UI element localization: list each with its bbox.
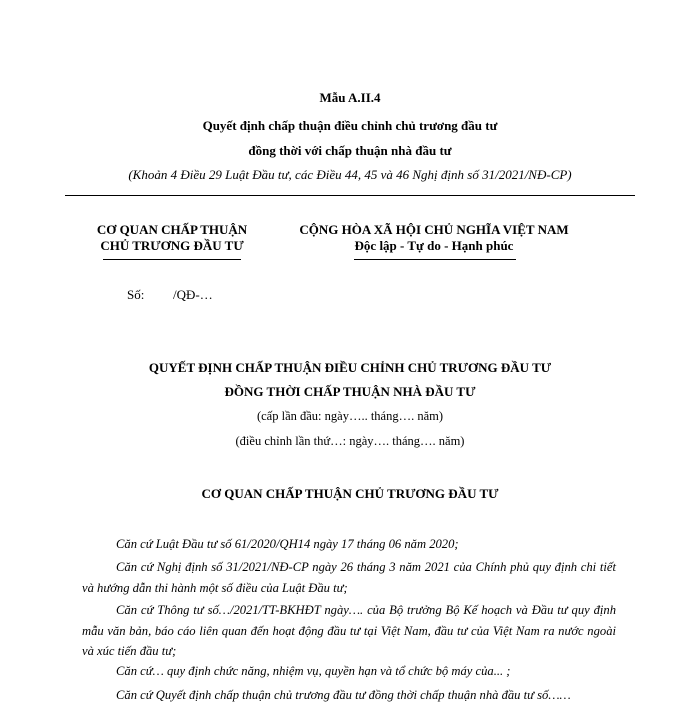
nation-line1: CỘNG HÒA XÃ HỘI CHỦ NGHĨA VIỆT NAM — [299, 222, 569, 237]
number-value: /QĐ-… — [173, 287, 213, 302]
issuer-heading: CƠ QUAN CHẤP THUẬN CHỦ TRƯƠNG ĐẦU TƯ — [201, 486, 499, 501]
ground-circular: Căn cứ Thông tư số…/2021/TT-BKHĐT ngày…. của Bộ trưởng Bộ Kế hoạch và Đầu tư quy định mẫu văn bản, báo cáo liên quan đến hoạt động đầu tư tại Việt Nam, đầu tư của Việt Nam ra nước ngoài và xúc tiến đầu tư; — [82, 603, 616, 658]
ground-law: Căn cứ Luật Đầu tư số 61/2020/QH14 ngày 17 tháng 06 năm 2020; — [116, 537, 459, 551]
number-label: Số: — [127, 287, 145, 302]
form-title-line2: đồng thời với chấp thuận nhà đầu tư — [248, 143, 452, 158]
ground-regulation: Căn cứ… quy định chức năng, nhiệm vụ, quyền hạn và tổ chức bộ máy của... ; — [116, 664, 511, 678]
decision-title-line1: QUYẾT ĐỊNH CHẤP THUẬN ĐIỀU CHỈNH CHỦ TRƯƠNG ĐẦU TƯ — [148, 360, 552, 375]
form-legal-basis: (Khoản 4 Điều 29 Luật Đầu tư, các Điều 44, 45 và 46 Nghị định số 31/2021/NĐ-CP) — [128, 167, 572, 182]
nation-motto: Độc lập - Tự do - Hạnh phúc — [354, 238, 514, 253]
agency-line2: CHỦ TRƯƠNG ĐẦU TƯ — [100, 238, 244, 253]
header-divider — [65, 195, 635, 196]
motto-underline — [354, 259, 516, 260]
first-issue-note: (cấp lần đầu: ngày….. tháng…. năm) — [256, 409, 444, 423]
decision-title-line2: ĐỒNG THỜI CHẤP THUẬN NHÀ ĐẦU TƯ — [224, 384, 476, 399]
agency-underline — [103, 259, 241, 260]
agency-line1: CƠ QUAN CHẤP THUẬN — [96, 222, 248, 237]
form-code: Mẫu A.II.4 — [319, 90, 381, 105]
adjustment-note: (điều chỉnh lần thứ…: ngày…. tháng…. năm) — [235, 434, 465, 448]
ground-decree: Căn cứ Nghị định số 31/2021/NĐ-CP ngày 26 tháng 3 năm 2021 của Chính phủ quy định chi tiết và hướng dẫn thi hành một số điều của Luật Đầu tư; — [82, 560, 616, 595]
form-title-line1: Quyết định chấp thuận điều chỉnh chủ trương đầu tư — [202, 118, 498, 133]
ground-prior-decision: Căn cứ Quyết định chấp thuận chủ trương đầu tư đồng thời chấp thuận nhà đầu tư số…… — [116, 688, 571, 702]
